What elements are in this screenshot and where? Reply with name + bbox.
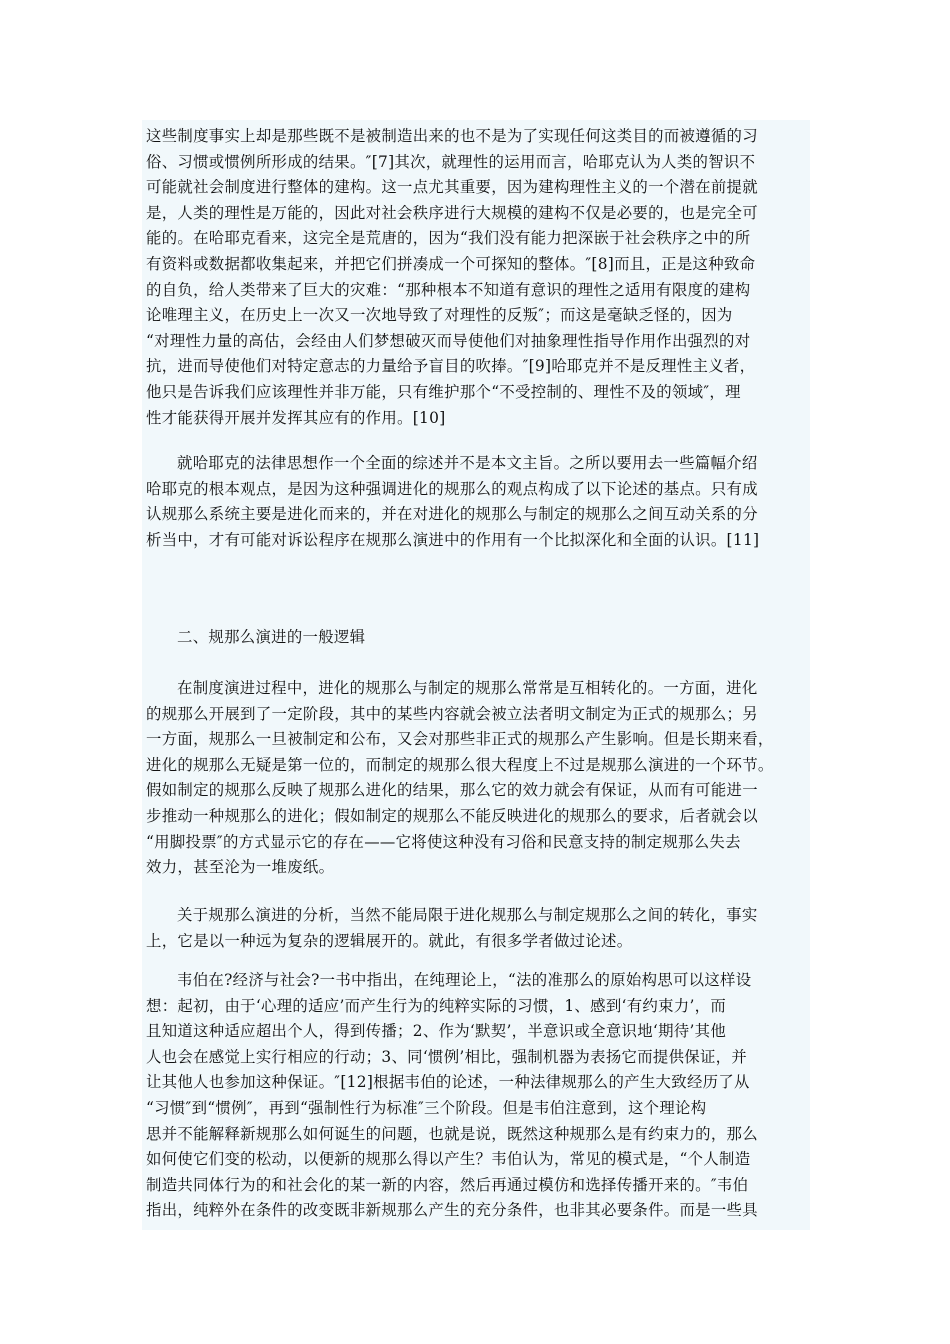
text-line: 在制度演进过程中，进化的规那么与制定的规那么常常是互相转化的。一方面，进化 [177, 679, 758, 697]
paragraph-weber [146, 968, 806, 1224]
paragraph-analysis [146, 903, 806, 954]
paragraph-hayek-rationality [146, 124, 806, 431]
paragraph-rule-conversion [146, 676, 806, 881]
text-line: 他只是告诉我们应该理性并非万能，只有维护那个“不受控制的、理性不及的领域″，理 [146, 382, 741, 401]
text-line: 制造共同体行为的和社会化的某一新的内容，然后再通过模仿和选择传播开来的。″韦伯 [146, 1175, 749, 1194]
text-line: 假如制定的规那么反映了规那么进化的结果，那么它的效力就会有保证，从而有可能进一 [146, 781, 758, 800]
text-line: 且知道这种适应超出个人，得到传播；2、作为‘默契’，半意识或全意识地‘期待’其他 [146, 1022, 727, 1041]
text-line: 性才能获得开展并发挥其应有的作用。[10] [146, 408, 446, 427]
text-line: 人也会在感觉上实行相应的行动；3、同‘惯例’相比，强制机器为表扬它而提供保证，并 [146, 1047, 748, 1066]
text-line: 进化的规那么无疑是第一位的，而制定的规那么很大程度上不过是规那么演进的一个环节。 [146, 755, 774, 774]
text-line: 一方面，规那么一旦被制定和公布，又会对那些非正式的规那么产生影响。但是长期来看， [146, 730, 774, 749]
text-line: 思并不能解释新规那么如何诞生的问题，也就是说，既然这种规那么是有约束力的，那么 [146, 1124, 758, 1143]
text-line: 能的。在哈耶克看来，这完全是荒唐的，因为“我们没有能力把深嵌于社会秩序之中的所 [146, 229, 751, 248]
text-line: 是，人类的理性是万能的，因此对社会秩序进行大规模的建构不仅是必要的，也是完全可 [146, 203, 758, 222]
text-line: 想：起初，由于‘心理的适应’而产生行为的纯粹实际的习惯，1、感到‘有约束力’，而 [146, 996, 727, 1015]
text-line: 可能就社会制度进行整体的建构。这一点尤其重要，因为建构理性主义的一个潜在前提就 [146, 178, 758, 197]
text-line: 的自负，给人类带来了巨大的灾难：“那种根本不知道有意识的理性之适用有限度的建构 [146, 280, 751, 299]
text-line: 抗，进而导使他们对特定意志的力量给予盲目的吹捧。″[9]哈耶克并不是反理性主义者， [146, 357, 756, 376]
text-line: “对理性力量的高估，会经由人们梦想破灭而导使他们对抽象理性指导作用作出强烈的对 [146, 331, 751, 350]
section-heading: 二、规那么演进的一般逻辑 [177, 628, 366, 646]
text-line: 步推动一种规那么的进化；假如制定的规那么不能反映进化的规那么的要求，后者就会以 [146, 806, 758, 825]
text-line: 有资料或数据都收集起来，并把它们拼凑成一个可探知的整体。″[8]而且，正是这种致命 [146, 254, 756, 273]
text-line: 就哈耶克的法律思想作一个全面的综述并不是本文主旨。之所以要用去一些篇幅介绍 [177, 454, 758, 472]
text-line: 韦伯在?经济与社会?一书中指出，在纯理论上，“法的准那么的原始构思可以这样设 [177, 971, 752, 989]
text-line: 让其他人也参加这种保证。″[12]根据韦伯的论述，一种法律规那么的产生大致经历了从 [146, 1073, 750, 1092]
text-line: 俗、习惯或惯例所形成的结果。″[7]其次，就理性的运用而言，哈耶克认为人类的智识不 [146, 152, 756, 171]
text-line: 指出，纯粹外在条件的改变既非新规那么产生的充分条件，也非其必要条件。而是一些具 [146, 1201, 758, 1220]
text-line: 认规那么系统主要是进化而来的，并在对进化的规那么与制定的规那么之间互动关系的分 [146, 505, 758, 524]
text-line: “用脚投票″的方式显示它的存在——它将使这种没有习俗和民意支持的制定规那么失去 [146, 832, 741, 851]
text-line: 论唯理主义，在历史上一次又一次地导致了对理性的反叛″；而这是毫缺乏怪的，因为 [146, 306, 733, 325]
text-line: 哈耶克的根本观点，是因为这种强调进化的规那么的观点构成了以下论述的基点。只有成 [146, 479, 758, 498]
text-line: 的规那么开展到了一定阶段，其中的某些内容就会被立法者明文制定为正式的规那么；另 [146, 704, 758, 723]
text-line: 如何使它们变的松动，以便新的规那么得以产生？韦伯认为，常见的模式是，“个人制造 [146, 1150, 751, 1169]
text-line: 这些制度事实上却是那些既不是被制造出来的也不是为了实现任何这类目的而被遵循的习 [146, 127, 758, 145]
text-line: 上，它是以一种远为复杂的逻辑展开的。就此，有很多学者做过论述。 [146, 931, 633, 950]
text-line: “习惯″到“惯例″，再到“强制性行为标准″三个阶段。但是韦伯注意到，这个理论构 [146, 1098, 707, 1117]
paragraph-purpose [146, 451, 806, 553]
text-line: 关于规那么演进的分析，当然不能局限于进化规那么与制定规那么之间的转化，事实 [177, 906, 758, 924]
text-line: 效力，甚至沦为一堆废纸。 [146, 858, 335, 877]
text-line: 析当中，才有可能对诉讼程序在规那么演进中的作用有一个比拟深化和全面的认识。[11] [146, 530, 760, 549]
